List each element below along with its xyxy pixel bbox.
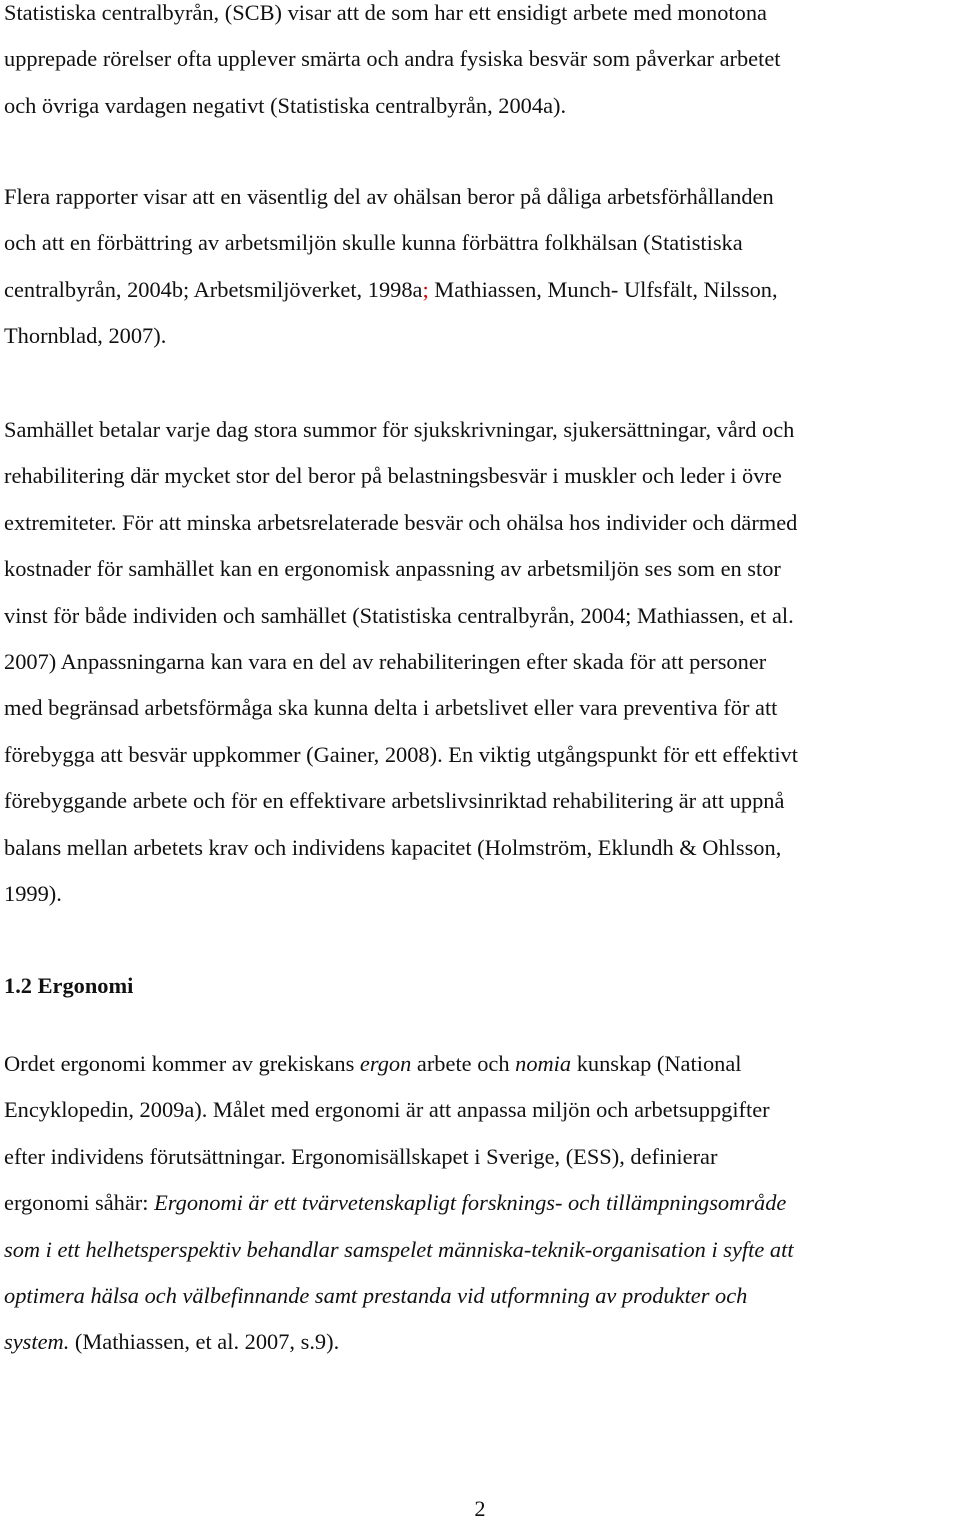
text-line: Statistiska centralbyrån, (SCB) visar att de som har ett ensidigt arbete med monotona bbox=[4, 0, 767, 25]
text-segment: arbete och bbox=[411, 1051, 516, 1076]
paragraph-society-costs bbox=[4, 407, 798, 917]
text-line: och övriga vardagen negativt (Statistiska centralbyrån, 2004a). bbox=[4, 92, 567, 118]
text-line: rehabilitering där mycket stor del beror på belastningsbesvär i muskler och leder i övre bbox=[4, 463, 782, 489]
text-line: förebyggande arbete och för en effektivare arbetslivsinriktad rehabilitering är att uppnå bbox=[4, 788, 785, 814]
text-line bbox=[4, 267, 778, 313]
text-line: med begränsad arbetsförmåga ska kunna delta i arbetslivet eller vara preventiva för att bbox=[4, 695, 778, 721]
text-line: balans mellan arbetets krav och individens kapacitet (Holmström, Eklundh & Ohlsson, bbox=[4, 834, 782, 860]
italic-quote: Ergonomi är ett tvärvetenskapligt forsknings- och tillämpningsområde bbox=[154, 1190, 787, 1216]
text-segment: kunskap (National bbox=[571, 1051, 742, 1076]
text-line: 2007) Anpassningarna kan vara en del av rehabiliteringen efter skada för att personer bbox=[4, 648, 767, 674]
paragraph-reports bbox=[4, 174, 778, 360]
text-segment: Ordet ergonomi kommer av grekiskans bbox=[4, 1051, 360, 1076]
text-line: Encyklopedin, 2009a). Målet med ergonomi är att anpassa miljön och arbetsuppgifter bbox=[4, 1097, 770, 1123]
text-line: vinst för både individen och samhället (Statistiska centralbyrån, 2004; Mathiassen, et al. bbox=[4, 602, 794, 628]
text-line: och att en förbättring av arbetsmiljön skulle kunna förbättra folkhälsan (Statistiska bbox=[4, 230, 743, 256]
highlighted-semicolon: ; bbox=[422, 276, 429, 302]
italic-quote: som i ett helhetsperspektiv behandlar samspelet människa-teknik-organisation i syfte att bbox=[4, 1236, 794, 1262]
text-segment: (Mathiassen, et al. 2007, s.9). bbox=[69, 1329, 340, 1355]
text-line: Thornblad, 2007). bbox=[4, 323, 167, 349]
paragraph-scb-intro bbox=[4, 0, 781, 129]
text-line: Flera rapporter visar att en väsentlig del av ohälsan beror på dåliga arbetsförhållanden bbox=[4, 184, 774, 209]
text-line bbox=[4, 1319, 794, 1365]
italic-quote: system. bbox=[4, 1329, 70, 1355]
text-line: extremiteter. För att minska arbetsrelaterade besvär och ohälsa hos individer och därmed bbox=[4, 509, 798, 535]
text-line: upprepade rörelser ofta upplever smärta och andra fysiska besvär som påverkar arbetet bbox=[4, 46, 781, 72]
italic-term: nomia bbox=[515, 1051, 572, 1076]
text-line bbox=[4, 1180, 794, 1226]
text-segment: ergonomi såhär: bbox=[4, 1190, 155, 1216]
text-line bbox=[4, 1041, 794, 1087]
text-line: kostnader för samhället kan en ergonomisk anpassning av arbetsmiljön ses som en stor bbox=[4, 556, 781, 582]
text-line: förebygga att besvär uppkommer (Gainer, 2008). En viktig utgångspunkt för ett effektivt bbox=[4, 741, 798, 767]
paragraph-ergonomi-definition bbox=[4, 1041, 794, 1366]
text-line: efter individens förutsättningar. Ergonomisällskapet i Sverige, (ESS), definierar bbox=[4, 1143, 718, 1169]
italic-quote: optimera hälsa och välbefinnande samt prestanda vid utformning av produkter och bbox=[4, 1282, 748, 1308]
text-segment: Mathiassen, Munch- Ulfsfält, Nilsson, bbox=[428, 276, 778, 302]
text-segment: centralbyrån, 2004b; Arbetsmiljöverket, 1998a bbox=[4, 276, 423, 302]
section-heading: 1.2 Ergonomi bbox=[4, 973, 134, 998]
italic-term: ergon bbox=[359, 1051, 412, 1076]
page-number: 2 bbox=[474, 1496, 486, 1521]
text-line: 1999). bbox=[4, 880, 62, 906]
text-line: Samhället betalar varje dag stora summor för sjukskrivningar, sjukersättningar, vård och bbox=[4, 417, 795, 442]
